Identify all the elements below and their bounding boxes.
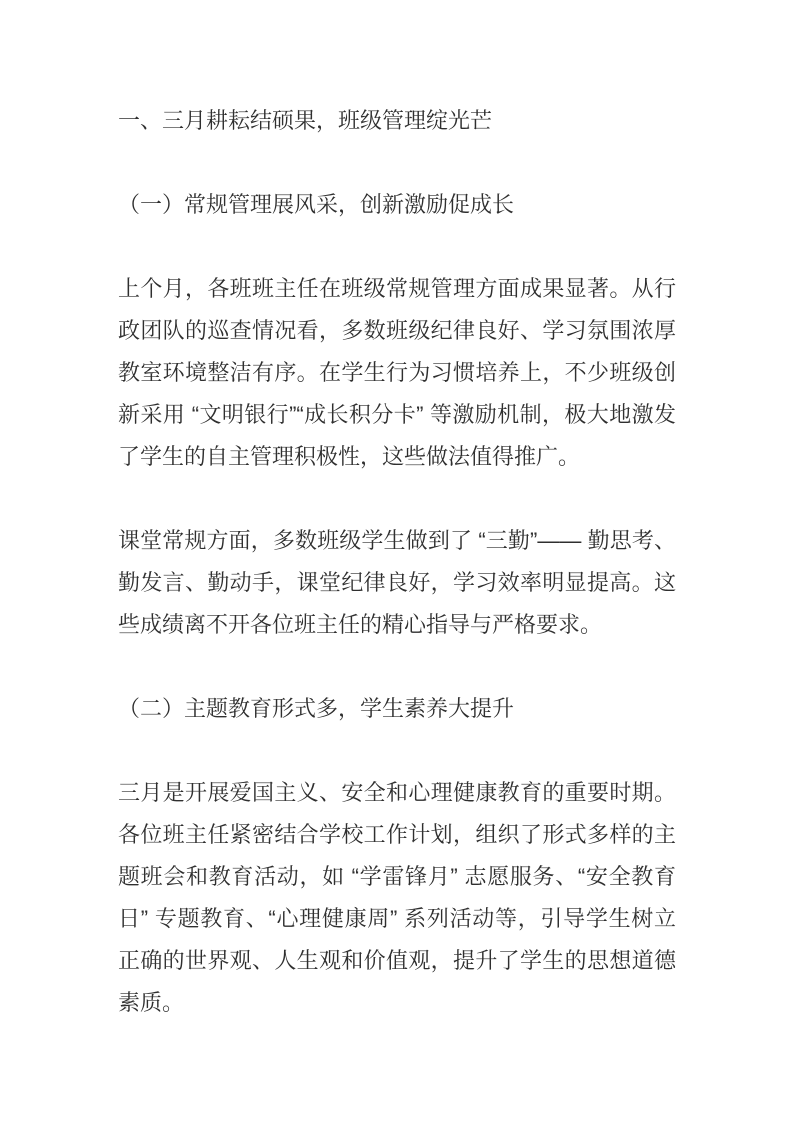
section-heading: 一、三月耕耘结硕果，班级管理绽光芒: [118, 108, 493, 133]
paragraph: 三月是开展爱国主义、安全和心理健康教育的重要时期。各位班主任紧密结合学校工作计划，组织了形式多样的主题班会和教育活动，如 “学雷锋月” 志愿服务、“安全教育日” 专题教育、“心理健康周” 系列活动等，引导学生树立正确的世界观、人生观和价值观，提升了学生的思想道德素质。: [118, 780, 676, 1015]
paragraph: 上个月，各班班主任在班级常规管理方面成果显著。从行政团队的巡查情况看，多数班级纪律良好、学习氛围浓厚教室环境整洁有序。在学生行为习惯培养上，不少班级创新采用 “文明银行”“成长积分卡” 等激励机制，极大地激发了学生的自主管理积极性，这些做法值得推广。: [118, 276, 676, 469]
paragraph: 课堂常规方面，多数班级学生做到了 “三勤”—— 勤思考、勤发言、勤动手，课堂纪律良好，学习效率明显提高。这些成绩离不开各位班主任的精心指导与严格要求。: [118, 528, 676, 637]
subsection-heading: （二）主题教育形式多，学生素养大提升: [118, 696, 515, 721]
subsection-heading: （一）常规管理展风采，创新激励促成长: [118, 192, 515, 217]
